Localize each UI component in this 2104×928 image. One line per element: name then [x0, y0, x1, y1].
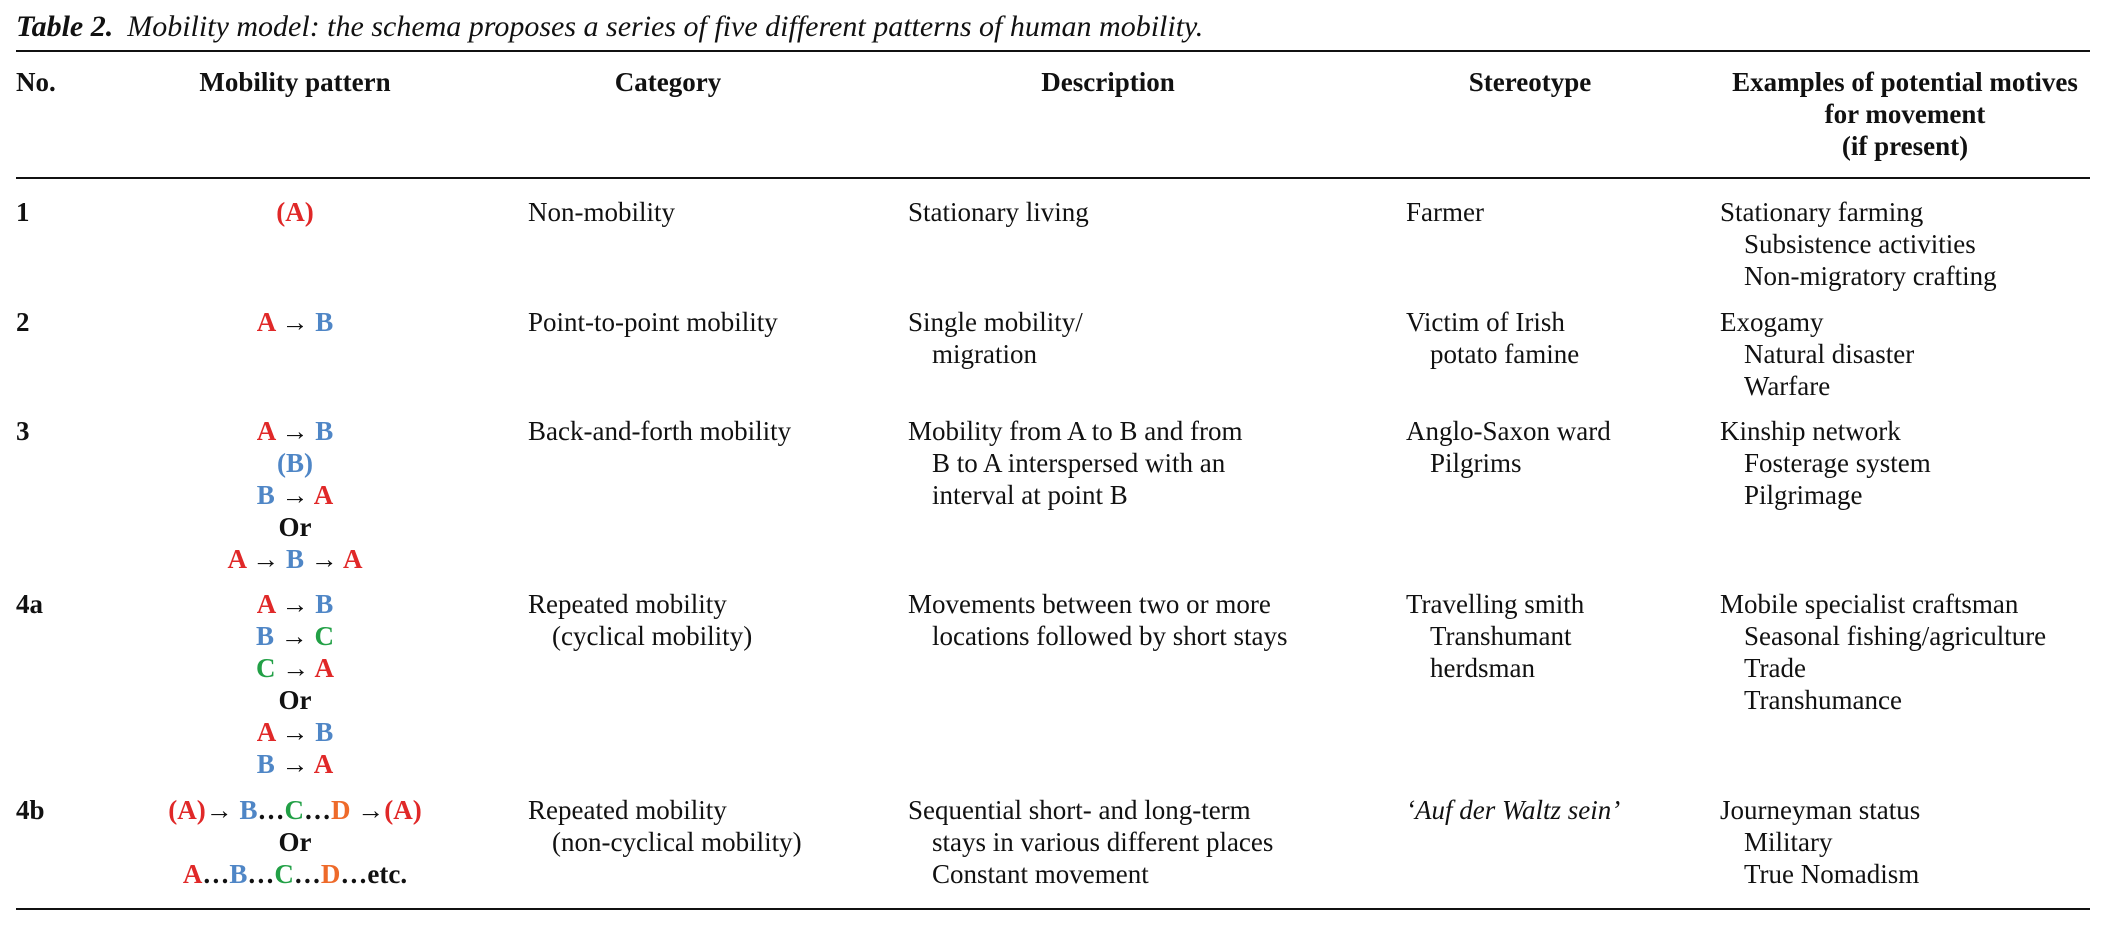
examples-line: Natural disaster [1744, 339, 1915, 369]
header-examples [1720, 66, 2090, 162]
pattern-segment: A [313, 480, 334, 510]
pattern-segment: C [284, 795, 304, 825]
stereotype-line: Farmer [1406, 197, 1484, 227]
pattern-segment: B [255, 621, 274, 651]
pattern-segment: … [257, 795, 285, 825]
description-line: stays in various different places [932, 827, 1274, 857]
description-cell [908, 196, 1348, 228]
header-examples-line: for movement [1824, 99, 1986, 129]
pattern-segment: D [320, 859, 341, 889]
pattern-segment: C [255, 653, 276, 683]
pattern-segment: A [343, 544, 363, 574]
row-number: 1 [16, 197, 30, 227]
pattern-line [130, 748, 460, 780]
stereotype-line: Transhumant [1430, 621, 1572, 651]
examples-line: Transhumance [1744, 685, 1902, 715]
pattern-segment: → [304, 544, 344, 574]
pattern-line [130, 826, 460, 858]
pattern-segment: … [293, 859, 321, 889]
pattern-segment: B [256, 749, 275, 779]
category-cell [528, 196, 818, 228]
examples-line: Military [1744, 827, 1833, 857]
examples-cell [1720, 415, 2090, 511]
description-line: locations followed by short stays [932, 621, 1288, 651]
pattern-line [130, 794, 460, 826]
description-cell [908, 794, 1348, 890]
category-line: Non-mobility [528, 197, 675, 227]
description-line: migration [932, 339, 1037, 369]
examples-line: Seasonal fishing/agriculture [1744, 621, 2047, 651]
mobility-pattern [130, 415, 460, 575]
pattern-segment: Or [278, 512, 312, 542]
description-line: Mobility from A to B and from [908, 416, 1243, 446]
table-caption [16, 10, 1203, 44]
stereotype-line: Travelling smith [1406, 589, 1585, 619]
pattern-segment: → [274, 717, 316, 747]
pattern-segment: A [182, 859, 203, 889]
pattern-line [130, 620, 460, 652]
category-cell [528, 588, 818, 652]
examples-line: Fosterage system [1744, 448, 1931, 478]
pattern-segment: → [274, 307, 316, 337]
caption-label: Table 2. [16, 10, 114, 43]
mobility-pattern [130, 196, 460, 228]
top-rule [16, 50, 2090, 52]
stereotype-cell [1406, 415, 1666, 479]
pattern-segment: A [256, 416, 275, 446]
examples-line: Non-migratory crafting [1744, 261, 1997, 291]
pattern-line [130, 306, 460, 338]
row-number: 2 [16, 307, 30, 337]
examples-line: Subsistence activities [1744, 229, 1976, 259]
row-number: 3 [16, 416, 30, 446]
stereotype-line: herdsman [1430, 653, 1535, 683]
pattern-segment: A [256, 589, 275, 619]
pattern-segment: Or [278, 827, 312, 857]
pattern-segment: …etc. [340, 859, 408, 889]
examples-line: Pilgrimage [1744, 480, 1863, 510]
pattern-segment: B [315, 589, 334, 619]
pattern-segment: B [315, 416, 334, 446]
pattern-segment: (B) [277, 448, 313, 478]
mobility-pattern [130, 588, 460, 780]
category-line: Repeated mobility [528, 589, 727, 619]
examples-line: Trade [1744, 653, 1807, 683]
bottom-rule [16, 908, 2090, 910]
category-line: (cyclical mobility) [552, 621, 753, 651]
pattern-segment: B [315, 307, 334, 337]
pattern-segment: … [247, 859, 275, 889]
description-line: interval at point B [932, 480, 1128, 510]
pattern-line [130, 716, 460, 748]
pattern-segment: A [227, 544, 246, 574]
pattern-line [130, 543, 460, 575]
pattern-segment: → [275, 653, 315, 683]
description-cell [908, 415, 1348, 511]
pattern-segment: … [304, 795, 331, 825]
pattern-line [130, 511, 460, 543]
stereotype-line: Anglo-Saxon ward [1406, 416, 1611, 446]
pattern-segment: → [274, 589, 316, 619]
pattern-segment: … [202, 859, 230, 889]
stereotype-cell [1406, 588, 1666, 684]
row-number: 4b [16, 795, 45, 825]
pattern-segment: → [205, 795, 240, 825]
header-stereotype: Stereotype [1468, 67, 1592, 97]
pattern-line [130, 447, 460, 479]
pattern-segment: B [285, 544, 304, 574]
pattern-segment: A [256, 307, 275, 337]
header-category: Category [614, 67, 722, 97]
pattern-line [130, 588, 460, 620]
pattern-segment: C [274, 859, 294, 889]
pattern-segment: A [314, 653, 334, 683]
examples-cell [1720, 794, 2090, 890]
stereotype-line: Victim of Irish [1406, 307, 1565, 337]
caption-text: Mobility model: the schema proposes a series of five different patterns of human mobility. [127, 10, 1204, 43]
description-cell [908, 588, 1348, 652]
row-number: 4a [16, 589, 43, 619]
pattern-line [130, 684, 460, 716]
pattern-line [130, 196, 460, 228]
header-examples-line: (if present) [1841, 131, 1969, 161]
stereotype-cell [1406, 794, 1666, 826]
pattern-segment: Or [278, 685, 312, 715]
description-line: B to A interspersed with an [932, 448, 1226, 478]
pattern-segment: (A) [384, 795, 422, 825]
pattern-line [130, 415, 460, 447]
description-line: Stationary living [908, 197, 1089, 227]
category-cell [528, 306, 818, 338]
pattern-segment: → [350, 795, 385, 825]
pattern-line [130, 479, 460, 511]
category-line: Back-and-forth mobility [528, 416, 792, 446]
stereotype-line: potato famine [1430, 339, 1580, 369]
stereotype-cell [1406, 196, 1666, 228]
description-line: Sequential short- and long-term [908, 795, 1251, 825]
category-cell [528, 794, 818, 858]
description-line: Single mobility/ [908, 307, 1083, 337]
examples-line: True Nomadism [1744, 859, 1920, 889]
header-rule [16, 177, 2090, 179]
examples-cell [1720, 196, 2090, 292]
category-line: Repeated mobility [528, 795, 727, 825]
examples-cell [1720, 306, 2090, 402]
pattern-segment: (A) [276, 197, 314, 227]
stereotype-line: ‘Auf der Waltz sein’ [1406, 795, 1621, 825]
description-cell [908, 306, 1348, 370]
examples-cell [1720, 588, 2090, 716]
pattern-segment: B [256, 480, 275, 510]
pattern-segment: (A) [168, 795, 206, 825]
category-cell [528, 415, 818, 447]
stereotype-line: Pilgrims [1430, 448, 1522, 478]
examples-line: Kinship network [1720, 416, 1901, 446]
pattern-segment: → [274, 480, 314, 510]
header-no: No. [16, 67, 56, 97]
examples-line: Stationary farming [1720, 197, 1924, 227]
header-description: Description [1041, 67, 1175, 97]
pattern-segment: → [274, 416, 316, 446]
mobility-pattern [130, 306, 460, 338]
examples-line: Journeyman status [1720, 795, 1921, 825]
description-line: Movements between two or more [908, 589, 1271, 619]
pattern-segment: B [229, 859, 248, 889]
examples-line: Exogamy [1720, 307, 1824, 337]
header-mobility-pattern: Mobility pattern [199, 67, 391, 97]
pattern-segment: A [313, 749, 334, 779]
mobility-pattern [130, 794, 460, 890]
pattern-segment: B [239, 795, 258, 825]
pattern-line [130, 652, 460, 684]
pattern-segment: → [274, 749, 314, 779]
examples-line: Mobile specialist craftsman [1720, 589, 2019, 619]
pattern-line [130, 858, 460, 890]
examples-line: Warfare [1744, 371, 1831, 401]
pattern-segment: → [245, 544, 286, 574]
pattern-segment: D [331, 795, 351, 825]
pattern-segment: B [315, 717, 334, 747]
category-line: Point-to-point mobility [528, 307, 778, 337]
pattern-segment: C [314, 621, 334, 651]
category-line: (non-cyclical mobility) [552, 827, 802, 857]
pattern-segment: → [274, 621, 315, 651]
stereotype-cell [1406, 306, 1666, 370]
header-examples-line: Examples of potential motives [1732, 67, 2078, 97]
pattern-segment: A [256, 717, 275, 747]
description-line: Constant movement [932, 859, 1149, 889]
